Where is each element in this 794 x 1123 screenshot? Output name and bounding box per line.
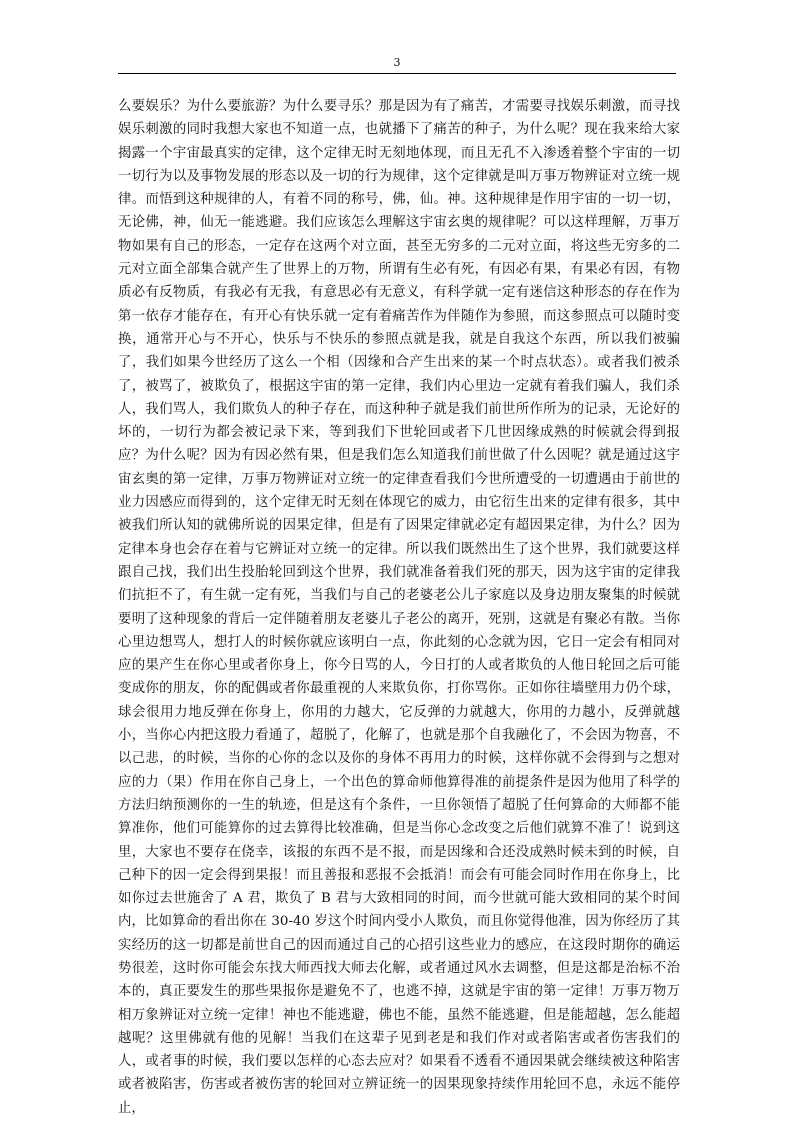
body-paragraph: 么要娱乐？为什么要旅游？为什么要寻乐？那是因为有了痛苦，才需要寻找娱乐刺激，而寻找娱乐刺激的同时我想大家也不知道一点，也就播下了痛苦的种子，为什么呢？现在我来给大家揭露一个宇宙最真实的定律，这个定律无时无刻地体现，而且无孔不入渗透着整个宇宙的一切一切行为以及事物发展的形态以及一切的行为规律，这个定律就是叫万事万物辨证对立统一规律。而悟到这种规律的人，有着不同的称号，佛，仙。神。这种规律是作用宇宙的一切一切，无论佛，神，仙无一能逃避。我们应该怎么理解这宇宙玄奥的规律呢？可以这样理解，万事万物如果有自己的形态，一定存在这两个对立面，甚至无穷多的二元对立面，将这些无穷多的二元对立面全部集合就产生了世界上的万物，所谓有生必有死，有因必有果，有果必有因，有物质必有反物质，有我必有无我，有意思必有无意义，有科学就一定有迷信这种形态的存在作为第一依存才能存在，有开心有快乐就一定有着痛苦作为伴随作为参照，而这参照点可以随时变换，通常开心与不开心，快乐与不快乐的参照点就是我，就是自我这个东西，所以我们被骗了，我们如果今世经历了这么一个相（因缘和合产生出来的某一个时点状态）。或者我们被杀了，被骂了，被欺负了，根据这宇宙的第一定律，我们内心里边一定就有着我们骗人，我们杀人，我们骂人，我们欺负人的种子存在，而这种种子就是我们前世所作所为的记录，无论好的坏的，一切行为都会被记录下来，等到我们下世轮回或者下几世因缘成熟的时候就会得到报应？为什么呢？因为有因必然有果，但是我们怎么知道我们前世做了什么因呢？就是通过这宇宙玄奥的第一定律，万事万物辨证对立统一的定律查看我们今世所遭受的一切遭遇由于前世的业力因感应而得到的，这个定律无时无刻在体现它的威力，由它衍生出来的定律有很多，其中被我们所认知的就佛所说的因果定律，但是有了因果定律就必定有超因果定律，为什么？因为定律本身也会存在着与它辨证对立统一的定律。所以我们既然出生了这个世界，我们就要这样跟自己找，我们出生投胎轮回到这个世界，我们就准备着我们死的那天，因为这宇宙的定律我们抗拒不了，有生就一定有死，当我们与自己的老婆老公儿子家庭以及身边朋友聚集的时候就要明了这种现象的背后一定伴随着朋友老婆儿子老公的离开，死别，这就是有聚必有散。当你心里边想骂人，想打人的时候你就应该明白一点，你此刻的心念就为因，它日一定会有相同对应的果产生在你心里或者你身上，你今日骂的人，今日打的人或者欺负的人他日轮回之后可能变成你的朋友，你的配偶或者你最重视的人来欺负你，打你骂你。正如你往墙壁用力仍个球，球会很用力地反弹在你身上，你用的力越大，它反弹的力就越大，你用的力越小，反弹就越小，当你心内把这股力看通了，超脱了，化解了，也就是那个自我融化了，不会因为物喜，不以己悲，的时候，当你的心你的念以及你的身体不再用力的时候，这样你就不会得到与之想对应的力（果）作用在你自己身上，一个出色的算命师他算得准的前提条件是因为他用了科学的方法归纳预测你的一生的轨迹，但是这有个条件，一旦你领悟了超脱了任何算命的大师都不能算准你，他们可能算你的过去算得比较准确，但是当你心念改变之后他们就算不准了！说到这里，大家也不要存在侥幸，该报的东西不是不报，而是因缘和合还没成熟时候未到的时候，自己种下的因一定会得到果报！而且善报和恶报不会抵消！而会有可能会同时作用在你身上，比如你过去世施舍了 A 君，欺负了 B 君与大致相同的时间，而今世就可能大致相同的某个时间内，比如算命的看出你在 30-40 岁这个时间内受小人欺负，而且你觉得他准，因为你经历了其实经历的这一切都是前世自己的因而通过自己的心招引这些业力的感应，在这段时期你的确运势很差，这时你可能会东找大师西找大师去化解，或者通过风水去调整，但是这都是治标不治本的，真正要发生的那些果报你是避免不了，也逃不掉，这就是宇宙的第一定律！万事万物万相万象辨证对立统一定律！神也不能逃避，佛也不能，虽然不能逃避，但是能超越，怎么能超越呢？这里佛就有他的见解！当我们在这辈子见到老是和我们作对或者陷害或者伤害我们的人，或者事的时候，我们要以怎样的心态去应对？如果看不透看不通因果就会继续被这种陷害或者被陷害，伤害或者被伤害的轮回对立辨证统一的因果现象持续作用轮回不息，永远不能停止， xyxy=(118,99,680,1116)
page-header xyxy=(118,55,676,74)
page-number: 3 xyxy=(393,56,401,69)
